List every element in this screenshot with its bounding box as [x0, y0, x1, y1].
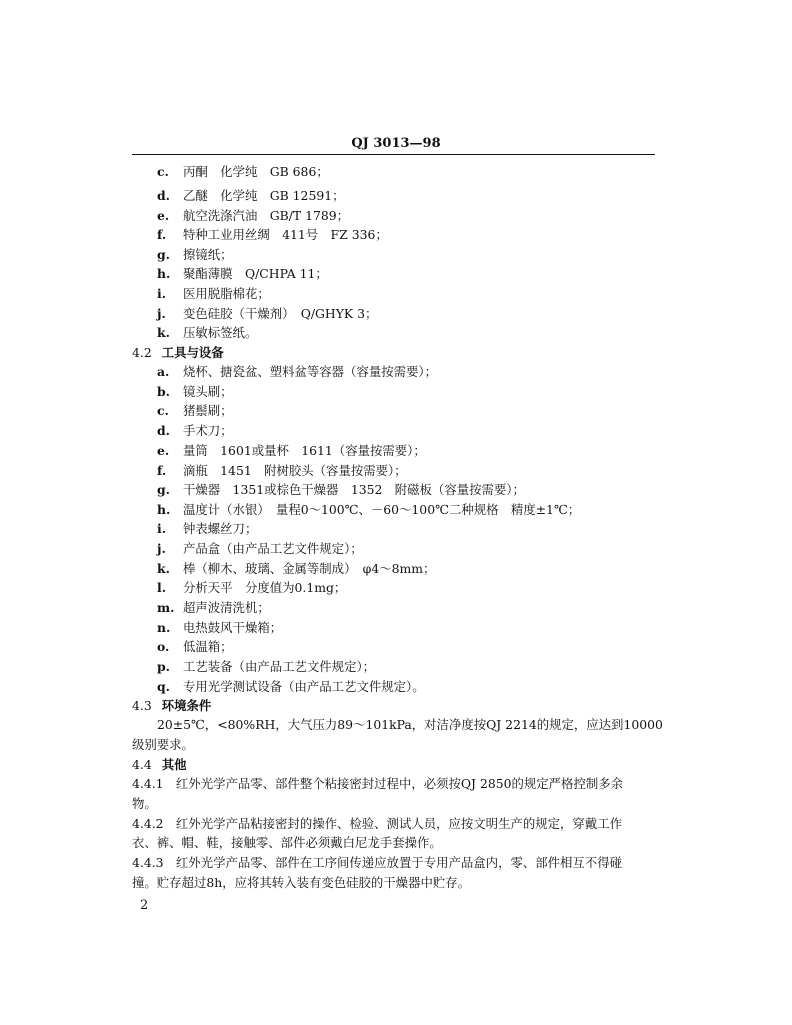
environment-paragraph-line-2: 级别要求。 — [132, 737, 194, 752]
paragraph-4-4-1-line-1: 4.4.1 红外光学产品零、部件整个粘接密封过程中，必须按QJ 2850的规定严格控制多余 — [132, 776, 624, 791]
header-rule — [132, 154, 655, 155]
list-item-label: m. — [157, 600, 175, 615]
paragraph-4-4-1-line-2: 物。 — [132, 796, 157, 811]
section-number: 4.2 — [132, 345, 152, 360]
list-item-text: 镜头刷； — [183, 384, 233, 399]
list-item-label: k. — [157, 561, 170, 576]
section-title: 环境条件 — [161, 698, 212, 713]
list-item-text: 聚酯薄膜 Q/CHPA 11； — [183, 266, 328, 281]
list-item-label: g. — [157, 482, 170, 497]
list-item-text: 分析天平 分度值为0.1mg； — [183, 580, 347, 595]
list-item-label: j. — [157, 541, 166, 556]
section-heading-4-4 — [132, 757, 187, 773]
list-item-label: h. — [157, 266, 171, 281]
list-item-text: 压敏标签纸。 — [183, 325, 258, 340]
list-item-label: d. — [157, 423, 170, 438]
list-item-label: p. — [157, 659, 170, 674]
list-item-label: n. — [157, 620, 171, 635]
list-item-label: c. — [157, 164, 169, 179]
list-item-label: g. — [157, 247, 170, 262]
list-item-text: 工艺装备（由产品工艺文件规定）； — [183, 659, 376, 674]
environment-paragraph-line-1: 20±5℃，<80%RH，大气压力89～101kPa，对洁净度按QJ 2214的规定，应达到10000 — [157, 717, 663, 732]
list-item-text: 钟表螺丝刀； — [183, 521, 258, 536]
list-item-label: h. — [157, 502, 171, 517]
section-number: 4.4 — [132, 757, 152, 772]
list-item-text: 手术刀； — [183, 423, 233, 438]
document-code-header: QJ 3013—98 — [351, 136, 441, 151]
list-item-text: 干燥器 1351或棕色干燥器 1352 附磁板（容量按需要）； — [183, 482, 525, 497]
section-title: 其他 — [161, 757, 187, 772]
list-item-label: d. — [157, 188, 170, 203]
section-heading-4-3 — [132, 698, 211, 714]
list-item-label: e. — [157, 443, 170, 458]
list-item-label: f. — [157, 227, 167, 242]
paragraph-4-4-2-line-2: 衣、裤、帽、鞋，接触零、部件必须戴白尼龙手套操作。 — [132, 835, 442, 850]
list-item-text: 乙醚 化学纯 GB 12591； — [183, 188, 345, 203]
section-heading-4-2 — [132, 345, 224, 361]
page-number: 2 — [140, 898, 149, 913]
list-item-text: 电热鼓风干燥箱； — [183, 620, 283, 635]
list-item-text: 低温箱； — [183, 639, 233, 654]
list-item-text: 变色硅胶（干燥剂） Q/GHYK 3； — [183, 306, 378, 321]
list-item-text: 烧杯、搪瓷盆、塑料盆等容器（容量按需要）； — [183, 364, 438, 379]
list-item-text: 猪鬃刷； — [183, 403, 233, 418]
list-item-label: k. — [157, 325, 170, 340]
list-item-text: 航空洗涤汽油 GB/T 1789； — [183, 208, 350, 223]
list-item-text: 医用脱脂棉花； — [183, 286, 270, 301]
list-item-text: 量筒 1601或量杯 1611（容量按需要）； — [183, 443, 426, 458]
list-item-label: b. — [157, 384, 170, 399]
list-item-text: 滴瓶 1451 附树胶头（容量按需要）； — [183, 463, 407, 478]
section-title: 工具与设备 — [161, 345, 224, 360]
list-item-label: e. — [157, 208, 170, 223]
list-item-text: 温度计（水银） 量程0～100℃、－60～100℃二种规格 精度±1℃； — [183, 502, 581, 517]
list-item-text: 丙酮 化学纯 GB 686； — [183, 164, 329, 179]
list-item-text: 特种工业用丝绸 411号 FZ 336； — [183, 227, 388, 242]
list-item-label: q. — [157, 679, 170, 694]
list-item-text: 专用光学测试设备（由产品工艺文件规定）。 — [183, 679, 425, 694]
list-item-text: 擦镜纸； — [183, 247, 233, 262]
list-item-label: o. — [157, 639, 170, 654]
list-item-label: f. — [157, 463, 167, 478]
list-item-label: l. — [157, 580, 167, 595]
list-item-label: i. — [157, 521, 167, 536]
list-item-label: i. — [157, 286, 167, 301]
paragraph-4-4-3-line-2: 撞。贮存超过8h，应将其转入装有变色硅胶的干燥器中贮存。 — [132, 875, 471, 890]
section-number: 4.3 — [132, 698, 152, 713]
list-item-label: j. — [157, 306, 166, 321]
paragraph-4-4-3-line-1: 4.4.3 红外光学产品零、部件在工序间传递应放置于专用产品盒内，零、部件相互不得碰 — [132, 855, 622, 870]
paragraph-4-4-2-line-1: 4.4.2 红外光学产品粘接密封的操作、检验、测试人员，应按文明生产的规定，穿戴工作 — [132, 816, 622, 831]
list-item-text: 棒（柳木、玻璃、金属等制成） φ4～8mm； — [183, 561, 436, 576]
list-item-label: a. — [157, 364, 170, 379]
list-item-label: c. — [157, 403, 169, 418]
list-item-text: 超声波清洗机； — [183, 600, 270, 615]
list-item-text: 产品盒（由产品工艺文件规定）； — [183, 541, 363, 556]
